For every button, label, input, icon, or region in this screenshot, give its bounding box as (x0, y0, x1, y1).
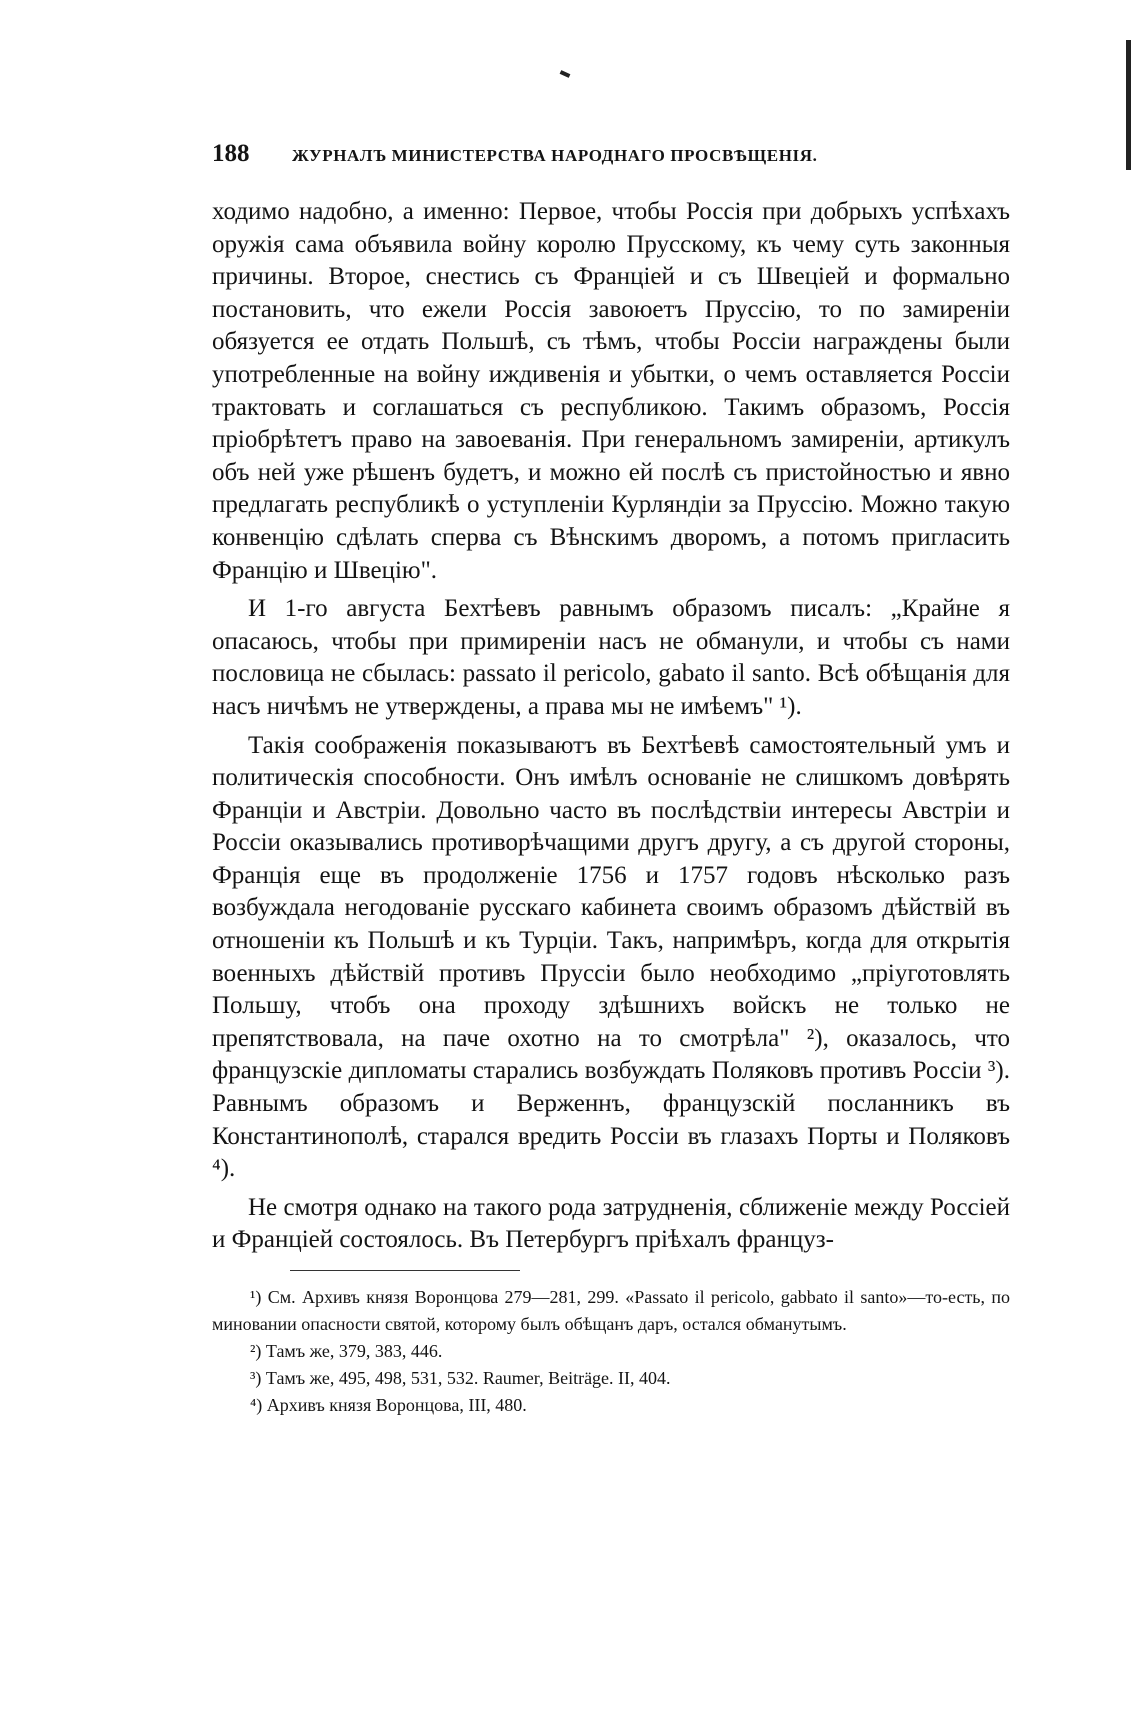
paragraph-4: Не смотря однако на такого рода затрудненія, сближеніе между Россіей и Франціей состоялось. Въ Петербургъ пріѣхалъ француз- (212, 1193, 1010, 1254)
footnote-3: ³) Тамъ же, 495, 498, 531, 532. Raumer, Beiträge. II, 404. (250, 1368, 671, 1388)
scan-dot-mark (560, 70, 571, 78)
footnote-2: ²) Тамъ же, 379, 383, 446. (250, 1341, 443, 1361)
paragraph-1: ходимо надобно, а именно: Первое, чтобы Россія при добрыхъ успѣхахъ оружія сама объявила войну королю Прусскому, къ чему суть законныя причины. Второе, снестись съ Франціей и съ Швеціей и формально постановить, что ежели Россія завоюетъ Пруссію, то по замиреніи обязуется ее отдать Польшѣ, съ тѣмъ, чтобы Россіи награждены были употребленные на войну иждивенія и убытки, о чемъ оставляется Россіи трактовать и соглашаться съ республикою. Такимъ образомъ, Россія пріобрѣтетъ право на завоеванія. При генеральномъ замиреніи, артикулъ объ ней уже рѣшенъ будетъ, и можно ей послѣ съ пристойностью и явно предлагать республикѣ о уступленіи Курляндіи за Пруссію. Можно такую конвенцію сдѣлать сперва съ Вѣнскимъ дворомъ, а потомъ пригласить Францію и Швецію". (212, 198, 1010, 584)
footnote-4: ⁴) Архивъ князя Воронцова, III, 480. (250, 1395, 527, 1415)
running-title: ЖУРНАЛЪ МИНИСТЕРСТВА НАРОДНАГО ПРОСВѢЩЕНІЯ. (292, 146, 818, 165)
footnote-1: ¹) См. Архивъ князя Воронцова 279—281, 299. «Passato il pericolo, gabbato il santo»—то-есть, по миновании опасности святой, которому былъ обѣщанъ даръ, остался обманутымъ. (212, 1287, 1010, 1334)
footnotes (212, 1284, 1010, 1419)
page-number: 188 (212, 140, 250, 167)
page-header (212, 140, 912, 180)
paragraph-3: Такія соображенія показываютъ въ Бехтѣевѣ самостоятельный умъ и политическія способности. Онъ имѣлъ основаніе не слишкомъ довѣрять Франціи и Австріи. Довольно часто въ послѣдствіи интересы Австріи и Россіи оказывались противорѣчащими другъ другу, а съ другой стороны, Франція еще въ продолженіе 1756 и 1757 годовъ нѣсколько разъ возбуждала негодованіе русскаго кабинета своимъ образомъ дѣйствій въ отношеніи къ Польшѣ и къ Турціи. Такъ, напримѣръ, когда для открытія военныхъ дѣйствій противъ Пруссіи было необходимо „пріуготовлять Польшу, чтобъ она проходу здѣшнихъ войскъ не только не препятствовала, на паче охотно на то смотрѣла" ²), оказалось, что французскіе дипломаты старались возбуждать Поляковъ противъ Россіи ³). Равнымъ образомъ и Верженнъ, французскій посланникъ въ Константинополѣ, старался вредить Россіи въ глазахъ Порты и Поляковъ ⁴). (212, 731, 1010, 1183)
paragraph-2: И 1-го августа Бехтѣевъ равнымъ образомъ писалъ: „Крайне я опасаюсь, чтобы при примиреніи насъ не обманули, и чтобы съ нами пословица не сбылась: passato il pericolo, gabato il santo. Всѣ обѣщанія для насъ ничѣмъ не утверждены, а права мы не имѣемъ" ¹). (212, 595, 1010, 720)
footnote-divider (290, 1270, 520, 1271)
body-text (212, 196, 1010, 1257)
scan-edge-mark (1126, 40, 1131, 170)
